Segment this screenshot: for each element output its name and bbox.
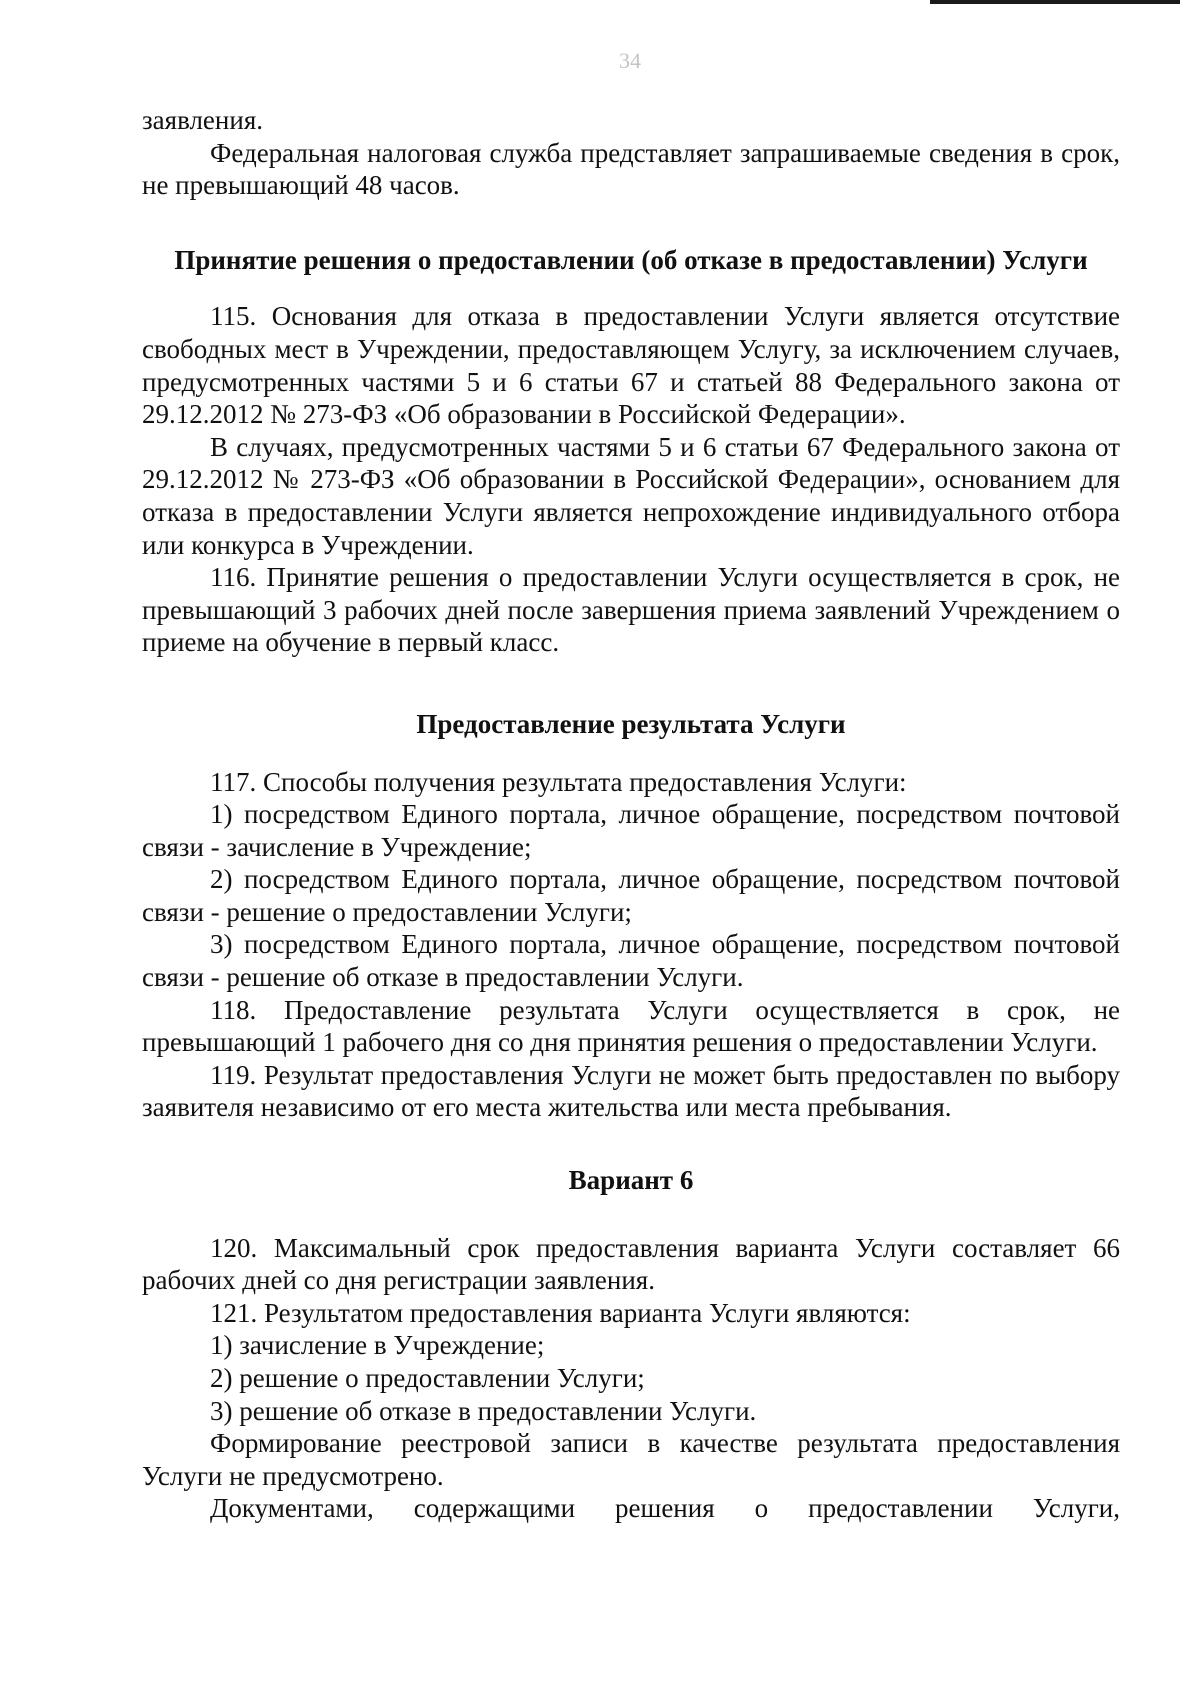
paragraph-120: 120. Максимальный срок предоставления варианта Услуги составляет 66 рабочих дней со дня регистрации заявления. xyxy=(142,1232,1120,1296)
list-item-117-1: 1) посредством Единого портала, личное обращение, посредством почтовой связи - зачисление в Учреждение; xyxy=(142,799,1120,862)
section-heading-decision: Принятие решения о предоставлении (об отказе в предоставлении) Услуги xyxy=(174,244,1088,275)
paragraph-117: 117. Способы получения результата предоставления Услуги: xyxy=(210,766,907,797)
top-edge-rule xyxy=(930,0,1180,4)
paragraph-116: 116. Принятие решения о предоставлении Услуги осуществляется в срок, не превышающий 3 рабочих дней после завершения приема заявлений Учреждением о приеме на обучение в первый класс. xyxy=(142,562,1120,658)
page-number: 34 xyxy=(619,48,641,73)
list-item-121-2: 2) решение о предоставлении Услуги; xyxy=(210,1363,645,1393)
paragraph-115: 115. Основания для отказа в предоставлении Услуги является отсутствие свободных мест в Учреждении, предоставляющем Услугу, за исключением случаев, предусмотренных частями 5 и 6 статьи 67 и статьей 88 Федерального закона от 29.12.2012 № 273-ФЗ «Об образовании в Российской Федерации». xyxy=(142,301,1120,430)
paragraph-registry-record: Формирование реестровой записи в качестве результата предоставления Услуги не предусмотрено. xyxy=(142,1428,1120,1491)
paragraph-119: 119. Результат предоставления Услуги не может быть предоставлен по выбору заявителя независимо от его места жительства или места пребывания. xyxy=(142,1059,1120,1123)
list-item-121-1: 1) зачисление в Учреждение; xyxy=(210,1330,545,1361)
list-item-121-3: 3) решение об отказе в предоставлении Услуги. xyxy=(210,1395,757,1426)
paragraph-fns-response-time: Федеральная налоговая служба представляет запрашиваемые сведения в срок, не превышающий 48 часов. xyxy=(142,137,1120,201)
document-body xyxy=(142,104,1120,1525)
list-item-117-2: 2) посредством Единого портала, личное обращение, посредством почтовой связи - решение о предоставлении Услуги; xyxy=(142,864,1120,927)
list-item-117-3: 3) посредством Единого портала, личное обращение, посредством почтовой связи - решение об отказе в предоставлении Услуги. xyxy=(142,929,1120,993)
section-heading-result: Предоставление результата Услуги xyxy=(416,708,846,739)
section-heading-variant-6: Вариант 6 xyxy=(568,1165,694,1196)
paragraph-refusal-grounds: В случаях, предусмотренных частями 5 и 6 статьи 67 Федерального закона от 29.12.2012 № 273-ФЗ «Об образовании в Российской Федерации», основанием для отказа в предоставлении Услуги является непрохождение индивидуального отбора или конкурса в Учреждении. xyxy=(142,431,1120,560)
paragraph-documents-cut: Документами, содержащими решения о предоставлении Услуги, xyxy=(210,1493,1120,1524)
paragraph-continuation: заявления. xyxy=(142,105,263,135)
paragraph-118: 118. Предоставление результата Услуги осуществляется в срок, не превышающий 1 рабочего дня со дня принятия решения о предоставлении Услуги. xyxy=(142,994,1120,1058)
paragraph-121: 121. Результатом предоставления варианта Услуги являются: xyxy=(210,1297,911,1328)
